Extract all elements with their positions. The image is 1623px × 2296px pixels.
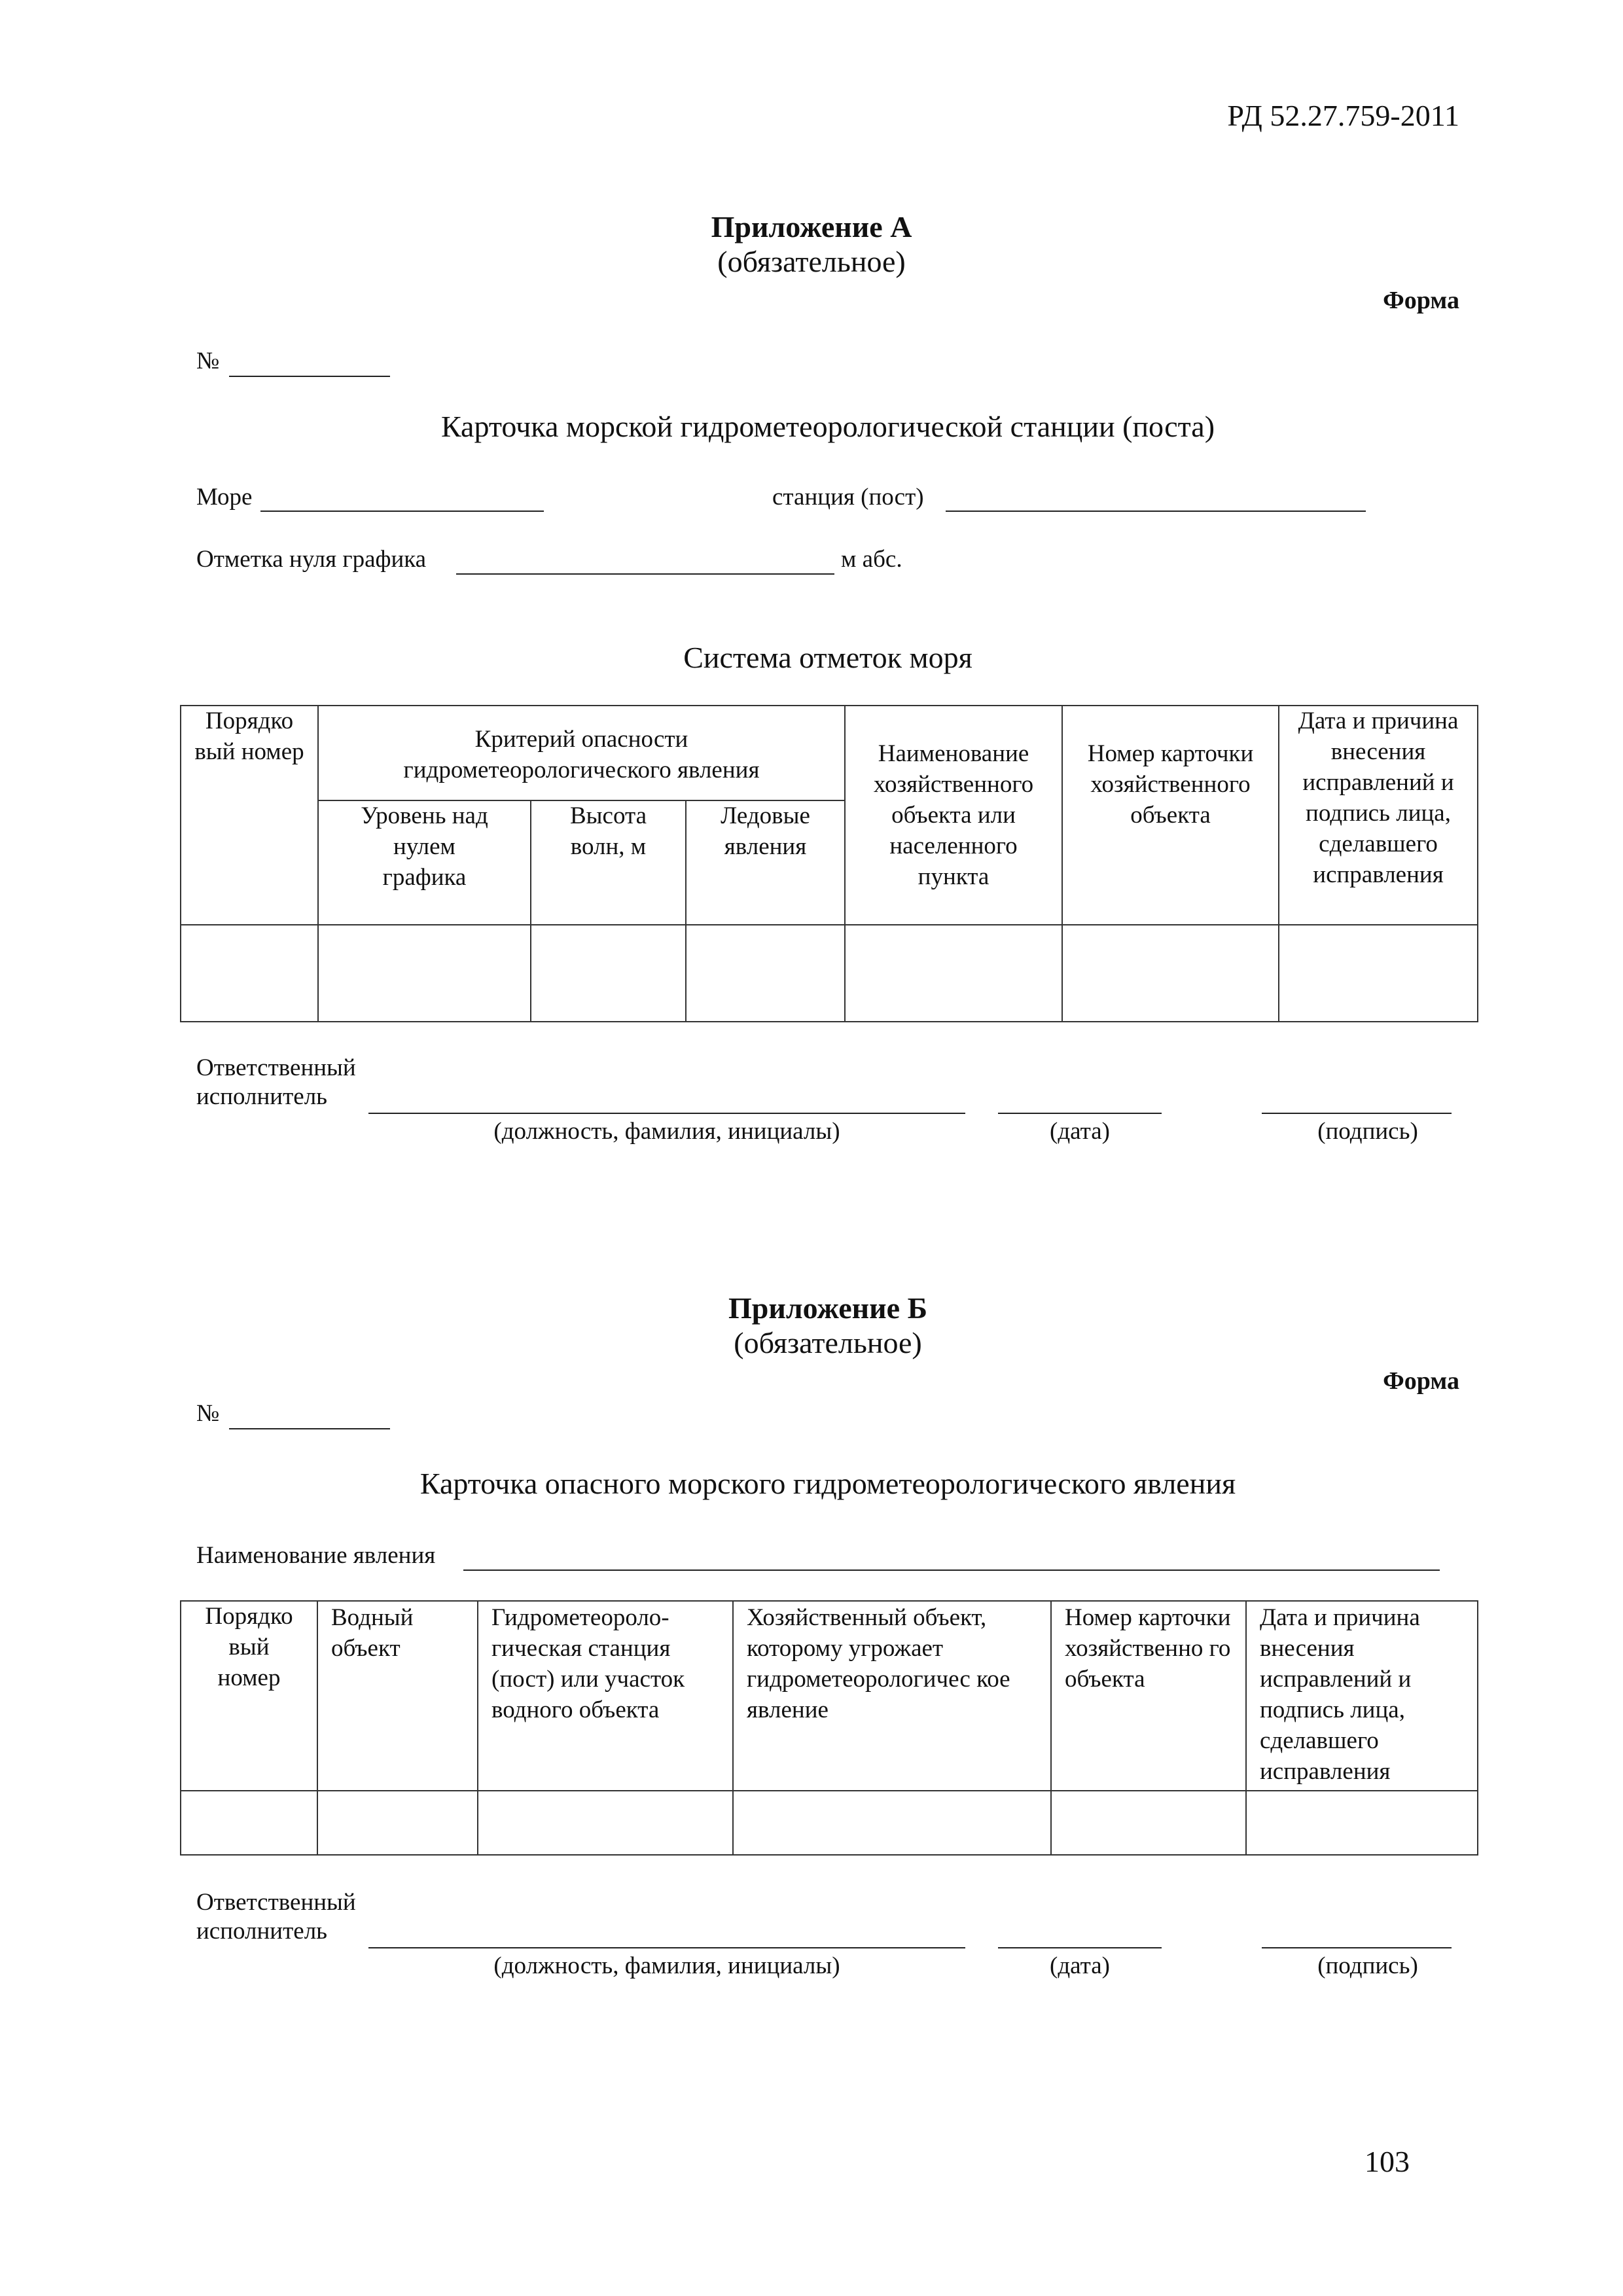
- phenomenon-label: Наименование явления: [196, 1542, 436, 1569]
- appendix-b-sign-caption: (подпись): [1317, 1952, 1418, 1979]
- appendix-a-date-caption: (дата): [1050, 1118, 1110, 1145]
- table-cell[interactable]: [181, 1791, 317, 1855]
- appendix-a-card-title: Карточка морской гидрометеорологической станции (поста): [440, 410, 1215, 443]
- phenomenon-table: [180, 1600, 1478, 1856]
- sub-waves-header: Высота волн, м: [531, 800, 686, 925]
- sub-level-header: Уровень над нулем графика: [318, 800, 531, 925]
- col-order-header: Порядко вый номер: [181, 1601, 317, 1791]
- appendix-a-sign-field[interactable]: [1262, 1113, 1452, 1114]
- appendix-a-subtitle: (обязательное): [717, 245, 906, 278]
- col-object-header: Наименование хозяйственного объекта или населенного пункта: [845, 706, 1062, 925]
- table-cell[interactable]: [845, 925, 1062, 1022]
- appendix-a-date-field[interactable]: [998, 1113, 1162, 1114]
- appendix-b-number-label: №: [196, 1400, 220, 1427]
- appendix-a-position-caption: (должность, фамилия, инициалы): [493, 1118, 840, 1145]
- table-cell[interactable]: [181, 925, 318, 1022]
- table-cell[interactable]: [1062, 925, 1279, 1022]
- appendix-b-position-field[interactable]: [368, 1947, 965, 1948]
- appendix-b-title: Приложение Б: [728, 1291, 928, 1325]
- appendix-a-heading: [0, 209, 1623, 279]
- table-cell[interactable]: [733, 1791, 1051, 1855]
- col-card-header: Номер карточки хозяйственного объекта: [1062, 706, 1279, 925]
- table-row: [181, 1791, 1478, 1855]
- appendix-b-heading: [0, 1291, 1623, 1360]
- table-row: [181, 925, 1478, 1022]
- col-object-header: Хозяйственный объект, которому угрожает гидрометеорологичес кое явление: [733, 1601, 1051, 1791]
- sea-marks-section-title: Система отметок моря: [683, 641, 972, 674]
- appendix-a-number-field[interactable]: [229, 376, 390, 377]
- sub-ice-header: Ледовые явления: [686, 800, 845, 925]
- table-cell[interactable]: [686, 925, 845, 1022]
- sea-field[interactable]: [260, 511, 544, 512]
- page-number: 103: [1364, 2145, 1410, 2178]
- col-date-header: Дата и причина внесения исправлений и подпись лица, сделавшего исправления: [1246, 1601, 1478, 1791]
- appendix-b-position-caption: (должность, фамилия, инициалы): [493, 1952, 840, 1979]
- sea-label: Море: [196, 484, 253, 511]
- appendix-b-card-title: Карточка опасного морского гидрометеорологического явления: [419, 1467, 1236, 1500]
- appendix-b-subtitle: (обязательное): [734, 1326, 922, 1359]
- table-cell[interactable]: [318, 925, 531, 1022]
- col-station-header: Гидрометеороло-гическая станция (пост) или участок водного объекта: [478, 1601, 733, 1791]
- appendix-b-form-label: Форма: [1383, 1367, 1459, 1395]
- col-criteria-header: Критерий опасности гидрометеорологического явления: [318, 706, 845, 800]
- appendix-b-date-caption: (дата): [1050, 1952, 1110, 1979]
- appendix-a-form-label: Форма: [1383, 287, 1459, 314]
- col-card-header: Номер карточки хозяйственно го объекта: [1051, 1601, 1246, 1791]
- table-cell[interactable]: [1051, 1791, 1246, 1855]
- station-field[interactable]: [946, 511, 1366, 512]
- appendix-a-position-field[interactable]: [368, 1113, 965, 1114]
- appendix-b-date-field[interactable]: [998, 1947, 1162, 1948]
- zero-mark-unit: м абс.: [841, 546, 902, 573]
- table-cell[interactable]: [478, 1791, 733, 1855]
- table-cell[interactable]: [1246, 1791, 1478, 1855]
- col-water-header: Водный объект: [317, 1601, 478, 1791]
- col-date-header: Дата и причина внесения исправлений и подпись лица, сделавшего исправления: [1279, 706, 1478, 925]
- col-order-header: Порядко вый номер: [181, 706, 318, 925]
- table-cell[interactable]: [317, 1791, 478, 1855]
- appendix-b-responsible-label: Ответственный исполнитель: [196, 1889, 356, 1945]
- document-id: РД 52.27.759-2011: [1227, 99, 1459, 132]
- appendix-a-sign-caption: (подпись): [1317, 1118, 1418, 1145]
- appendix-b-number-field[interactable]: [229, 1428, 390, 1429]
- zero-mark-label: Отметка нуля графика: [196, 546, 427, 573]
- appendix-a-title: Приложение А: [711, 210, 912, 243]
- station-label: станция (пост): [772, 484, 924, 511]
- appendix-a-responsible-label: Ответственный исполнитель: [196, 1054, 356, 1110]
- sea-marks-table: [180, 705, 1478, 1022]
- table-cell[interactable]: [531, 925, 686, 1022]
- zero-mark-field[interactable]: [456, 573, 834, 575]
- appendix-b-sign-field[interactable]: [1262, 1947, 1452, 1948]
- phenomenon-field[interactable]: [463, 1570, 1440, 1571]
- appendix-a-number-label: №: [196, 348, 220, 374]
- table-cell[interactable]: [1279, 925, 1478, 1022]
